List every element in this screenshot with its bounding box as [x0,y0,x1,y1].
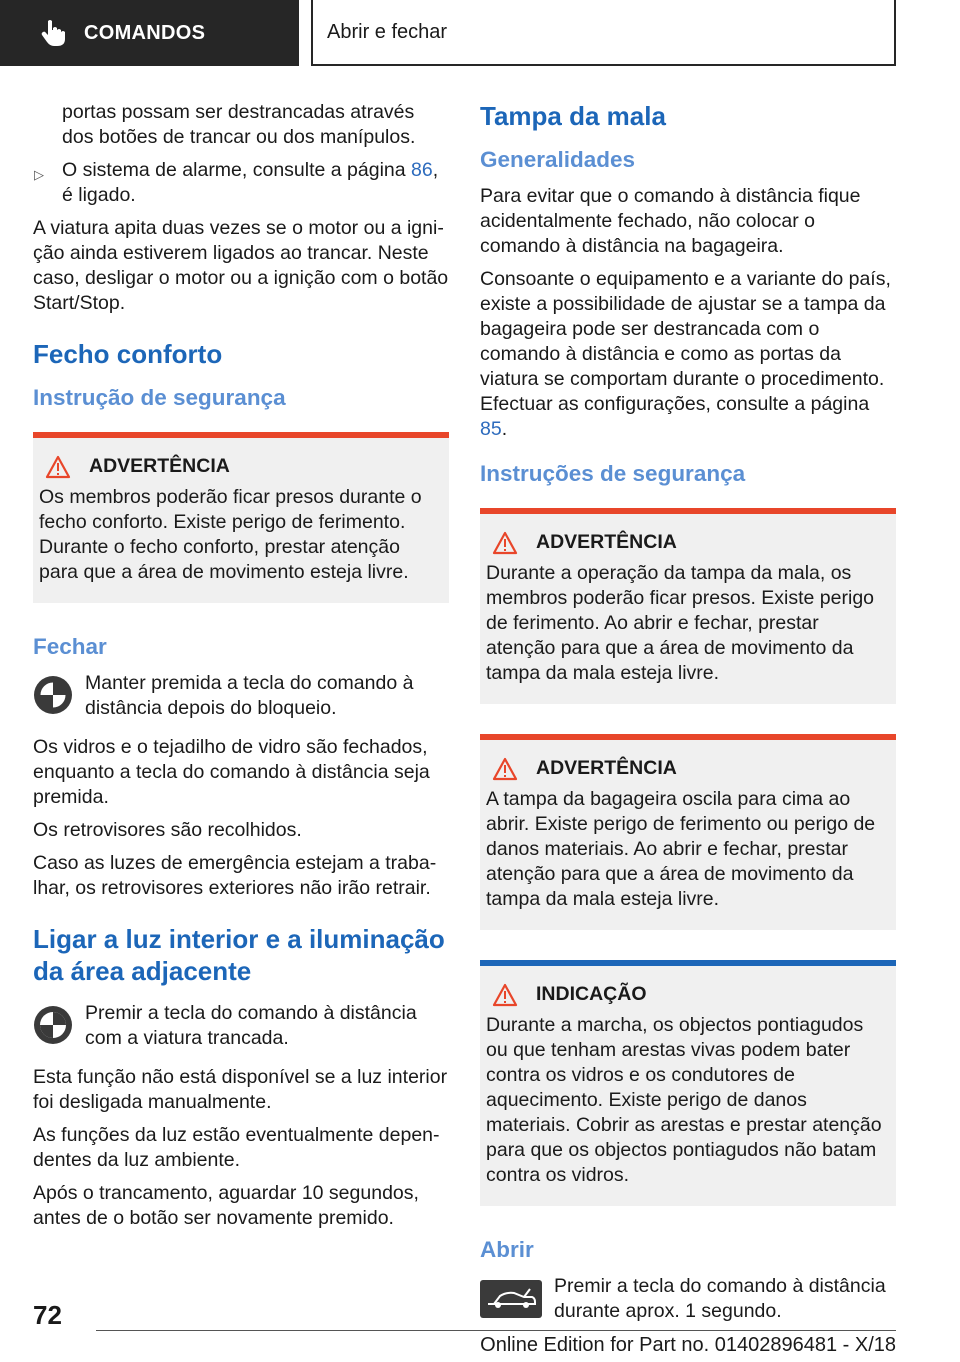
warning-triangle-icon [492,531,518,555]
warning-triangle-icon [45,455,71,479]
bullet-text: O sistema de alarme, consulte a página [62,159,412,181]
heading-interior-light: Ligar a luz interior e a iluminação da área adjacente [33,924,445,986]
page-header [0,0,960,66]
paragraph-mirrors: Os retrovisores são recolhidos. [33,819,302,841]
info-box-sharp-objects [480,960,896,1206]
triangle-bullet-icon: ▷ [34,167,44,182]
warning-title: ADVERTÊNCIA [536,757,677,779]
paragraph-light-1: Esta função não está disponível se a luz interior foi desligada manualmente. [33,1066,448,1113]
heading-safety-instruction: Instrução de segurança [33,385,286,410]
paragraph-text-end: . [501,418,508,440]
warning-title-row [39,454,441,479]
warning-triangle-icon [492,757,518,781]
warning-box-trunk-swing [480,734,896,930]
page-link-86[interactable]: 86 [411,159,433,181]
bullet-text-end: , é ligado. [62,159,439,206]
paragraph-general-1: Para evitar que o comando à distância fique acidentalmente fechado, não colocar o comando à distância na bagageira. [480,185,861,257]
key-instruction: Premir a tecla do comando à distância durante aprox. 1 segundo. [554,1275,886,1322]
heading-open: Abrir [480,1237,534,1262]
left-column [33,100,449,1239]
heading-close: Fechar [33,634,107,659]
info-text: Durante a marcha, os objectos pontiagudos ou que tenham arestas vivas podem bater contra os vidros e os condutores de aquecimento. Existe perigo de danos materiais. Cobrir as arestas e prestar atenção para que os objectos pontiagudos não batam contra os vidros. [486,1014,882,1186]
heading-safety-instructions: Instruções de segurança [480,461,746,486]
paragraph-light-2: As funções da luz estão eventualmente dependentes da luz ambiente. [33,1124,440,1171]
heading-general: Generalidades [480,147,636,172]
warning-text: Os membros poderão ficar presos durante o fecho conforto. Existe perigo de ferimento. Durante o fecho conforto, prestar atenção para que a área de movimento esteja livre. [39,486,422,583]
warning-triangle-icon [492,983,518,1007]
page-number: 72 [33,1300,62,1330]
trunk-button-icon [480,1280,542,1318]
warning-title: ADVERTÊNCIA [536,531,677,553]
paragraph-windows: Os vidros e o tejadilho de vidro são fechados, enquanto a tecla do comando à distância seja premida. [33,736,430,808]
warning-title-row [486,530,888,555]
bullet-alarm [33,158,449,208]
section-title: COMANDOS [84,21,206,44]
warning-box-comfort [33,432,449,603]
key-instruction: Premir a tecla do comando à distância com a viatura trancada. [85,1002,417,1049]
warning-title-row [486,756,888,781]
paragraph-continuation: portas possam ser destrancadas através dos botões de trancar ou dos manípulos. [62,101,416,148]
remote-key-close [33,671,449,721]
footer-edition: Online Edition for Part no. 01402896481 - X/18 [480,1334,896,1356]
paragraph-light-3: Após o trancamento, aguardar 10 segundos, antes de o botão ser novamente premido. [33,1182,419,1229]
warning-text: A tampa da bagageira oscila para cima ao abrir. Existe perigo de ferimento ou perigo de danos materiais. Ao abrir e fechar, prestar atenção para que a área de movimento da tampa da mala esteja livre. [486,788,876,910]
subsection-title: Abrir e fechar [327,20,448,43]
heading-comfort-close: Fecho conforto [33,339,223,369]
page-link-85[interactable]: 85 [480,418,502,440]
paragraph-beep: A viatura apita duas vezes se o motor ou a ignição ainda estiverem ligados ao trancar. Neste caso, desligar o motor ou a ignição com o botão Start/Stop. [33,217,449,314]
footer-divider [96,1330,896,1331]
bmw-logo-icon [33,1005,73,1045]
warning-box-trunk-operation [480,508,896,704]
warning-title: ADVERTÊNCIA [89,455,230,477]
remote-key-open [480,1274,896,1324]
warning-text: Durante a operação da tampa da mala, os membros poderão ficar presos. Existe perigo de ferimento. Ao abrir e fechar, prestar atenção para que a área de movimento da tampa da mala esteja livre. [486,562,875,684]
subsection-header [311,0,896,66]
info-title: INDICAÇÃO [536,983,647,1005]
hand-pointer-icon [38,18,68,48]
remote-key-light [33,1001,449,1051]
heading-trunk-lid: Tampa da mala [480,101,666,131]
info-title-row [486,982,888,1007]
paragraph-text: Consoante o equipamento e a variante do país, existe a possibilidade de ajustar se a tampa da bagageira pode ser destrancada com o comando à distância e como as portas da viatura se comportam durante o procedimento. Efectuar as configurações, consulte a página [480,268,891,415]
bmw-logo-icon [33,675,73,715]
right-column [480,100,896,1338]
key-instruction: Manter premida a tecla do comando à distância depois do bloqueio. [85,672,414,719]
paragraph-general-2 [480,267,896,442]
section-tab [0,0,299,66]
paragraph-hazard: Caso as luzes de emergência estejam a trabalhar, os retrovisores exteriores não irão retrair. [33,852,437,899]
